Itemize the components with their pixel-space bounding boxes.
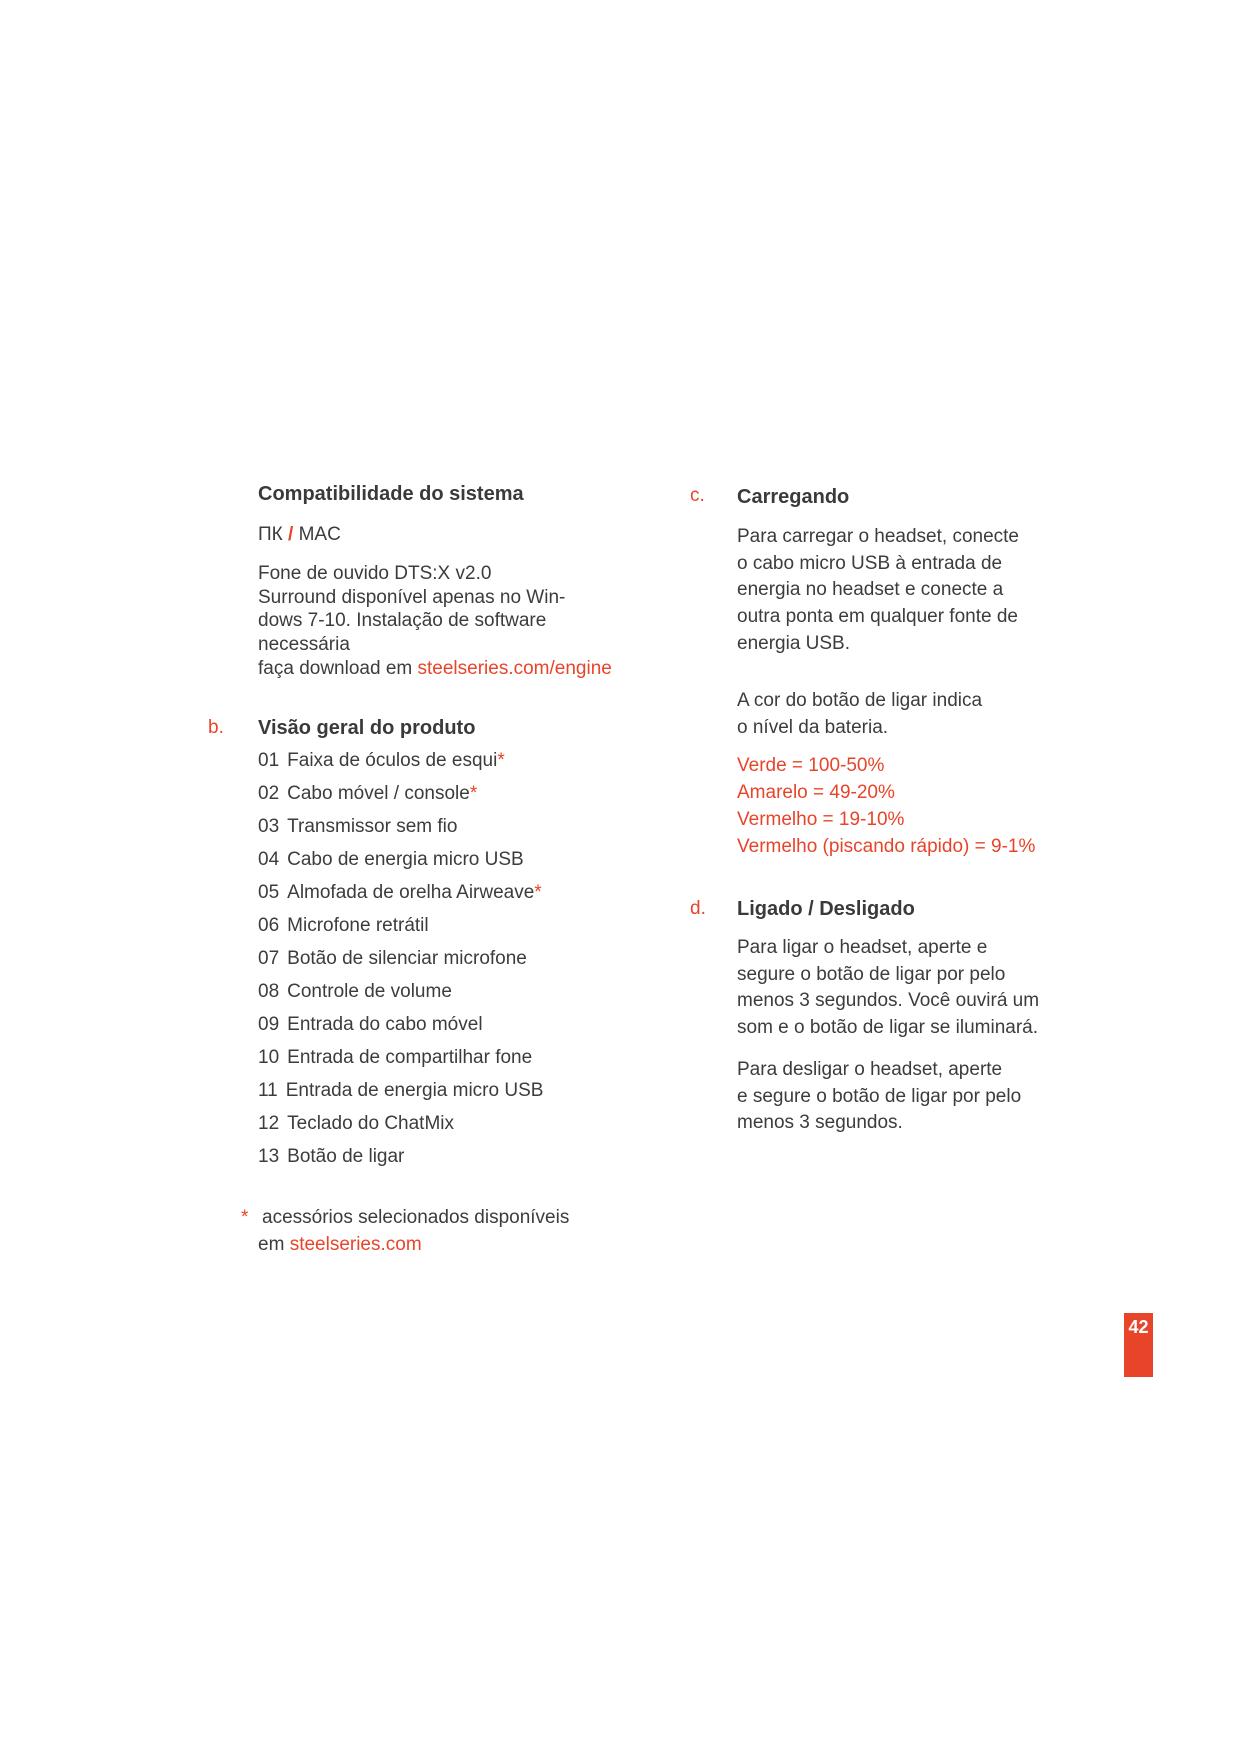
platform-separator: / — [288, 524, 294, 545]
item-number: 12 — [258, 1113, 280, 1134]
item-number: 08 — [258, 981, 280, 1002]
section-marker-d: d. — [690, 898, 706, 919]
compat-description-line: necessária — [258, 633, 350, 655]
power-on-paragraph — [737, 935, 1039, 1042]
compat-title: Compatibilidade do sistema — [258, 483, 524, 505]
page-number-tab: 42 — [1124, 1313, 1153, 1377]
item-label: Entrada de energia micro USB — [285, 1080, 544, 1101]
compat-description-line: dows 7-10. Instalação de software — [258, 610, 547, 631]
asterisk-mark: * — [497, 750, 505, 771]
download-line — [258, 656, 612, 682]
charging-line: Para carregar o headset, conecte — [737, 526, 1020, 547]
list-item — [258, 946, 527, 972]
battery-level-yellow: Amarelo = 49-20% — [737, 782, 895, 803]
item-label: Botão de ligar — [287, 1146, 405, 1167]
platform-pc: ПК — [258, 524, 283, 545]
compat-description-line: Surround disponível apenas no Win- — [258, 586, 566, 608]
list-item — [258, 1045, 532, 1071]
item-number: 10 — [258, 1047, 280, 1068]
charging-line: outra ponta em qualquer fonte de — [737, 606, 1018, 628]
download-prefix: faça download em — [258, 658, 418, 679]
list-item — [258, 781, 477, 807]
power-on-line: Para ligar o headset, aperte e — [737, 937, 988, 958]
item-number: 11 — [258, 1080, 278, 1101]
list-item — [258, 979, 452, 1005]
battery-intro-line: A cor do botão de ligar indica — [737, 690, 983, 711]
list-item — [258, 1012, 483, 1038]
power-title: Ligado / Desligado — [737, 898, 915, 920]
item-label: Microfone retrátil — [287, 915, 429, 936]
item-number: 03 — [258, 816, 280, 837]
battery-level-green: Verde = 100-50% — [737, 755, 885, 776]
list-item — [258, 880, 542, 906]
footnote-link[interactable]: steelseries.com — [289, 1234, 422, 1255]
battery-intro-line: o nível da bateria. — [737, 717, 889, 738]
charging-line: energia no headset e conecte a — [737, 579, 1004, 601]
battery-level-red-blinking: Vermelho (piscando rápido) = 9-1% — [737, 836, 1036, 857]
item-label: Entrada do cabo móvel — [287, 1014, 483, 1035]
list-item — [258, 1144, 404, 1170]
charging-line: o cabo micro USB à entrada de — [737, 552, 1003, 574]
power-off-line: Para desligar o headset, aperte — [737, 1059, 1003, 1080]
battery-levels — [737, 752, 1035, 860]
list-item — [258, 913, 429, 939]
item-number: 07 — [258, 948, 280, 969]
section-marker-b: b. — [208, 717, 224, 738]
item-number: 13 — [258, 1146, 280, 1167]
overview-title: Visão geral do produto — [258, 717, 476, 739]
item-number: 05 — [258, 882, 280, 903]
item-label: Controle de volume — [287, 981, 452, 1002]
power-off-line: menos 3 segundos. — [737, 1112, 903, 1134]
power-on-line: segure o botão de ligar por pelo — [737, 963, 1006, 985]
item-label: Teclado do ChatMix — [287, 1113, 455, 1134]
list-item — [258, 1078, 543, 1104]
power-on-line: menos 3 segundos. Você ouvirá um — [737, 990, 1040, 1012]
power-off-line: e segure o botão de ligar por pelo — [737, 1085, 1022, 1107]
charging-title: Carregando — [737, 486, 850, 508]
compat-description — [258, 562, 565, 656]
item-number: 01 — [258, 750, 280, 771]
download-link[interactable]: steelseries.com/engine — [417, 658, 612, 679]
item-number: 02 — [258, 783, 280, 804]
power-off-paragraph — [737, 1057, 1021, 1137]
list-item — [258, 748, 505, 774]
item-label: Faixa de óculos de esqui — [287, 750, 498, 771]
platform-mac: MAC — [298, 524, 341, 545]
section-marker-c: c. — [690, 485, 705, 506]
item-label: Almofada de orelha Airweave — [287, 882, 535, 903]
item-number: 06 — [258, 915, 280, 936]
item-label: Cabo de energia micro USB — [287, 849, 524, 870]
asterisk-mark: * — [534, 882, 542, 903]
battery-intro — [737, 687, 982, 741]
item-number: 09 — [258, 1014, 280, 1035]
footnote-line-1: acessórios selecionados disponíveis — [262, 1207, 570, 1228]
list-item — [258, 814, 457, 840]
item-number: 04 — [258, 849, 280, 870]
item-label: Botão de silenciar microfone — [287, 948, 527, 969]
charging-line: energia USB. — [737, 632, 851, 654]
battery-level-red: Vermelho = 19-10% — [737, 809, 905, 830]
footnote-line-2 — [258, 1232, 422, 1258]
list-item — [258, 847, 524, 873]
asterisk-mark: * — [469, 783, 478, 804]
footnote-prefix: em — [258, 1234, 290, 1255]
footnote-asterisk: * — [241, 1207, 249, 1228]
item-label: Entrada de compartilhar fone — [287, 1047, 533, 1068]
platform-line — [258, 522, 341, 548]
list-item — [258, 1111, 454, 1137]
item-label: Transmissor sem fio — [287, 816, 458, 837]
item-label: Cabo móvel / console — [287, 783, 470, 804]
charging-paragraph — [737, 524, 1019, 658]
compat-description-line: Fone de ouvido DTS:X v2.0 — [258, 563, 492, 584]
power-on-line: som e o botão de ligar se iluminará. — [737, 1017, 1038, 1039]
